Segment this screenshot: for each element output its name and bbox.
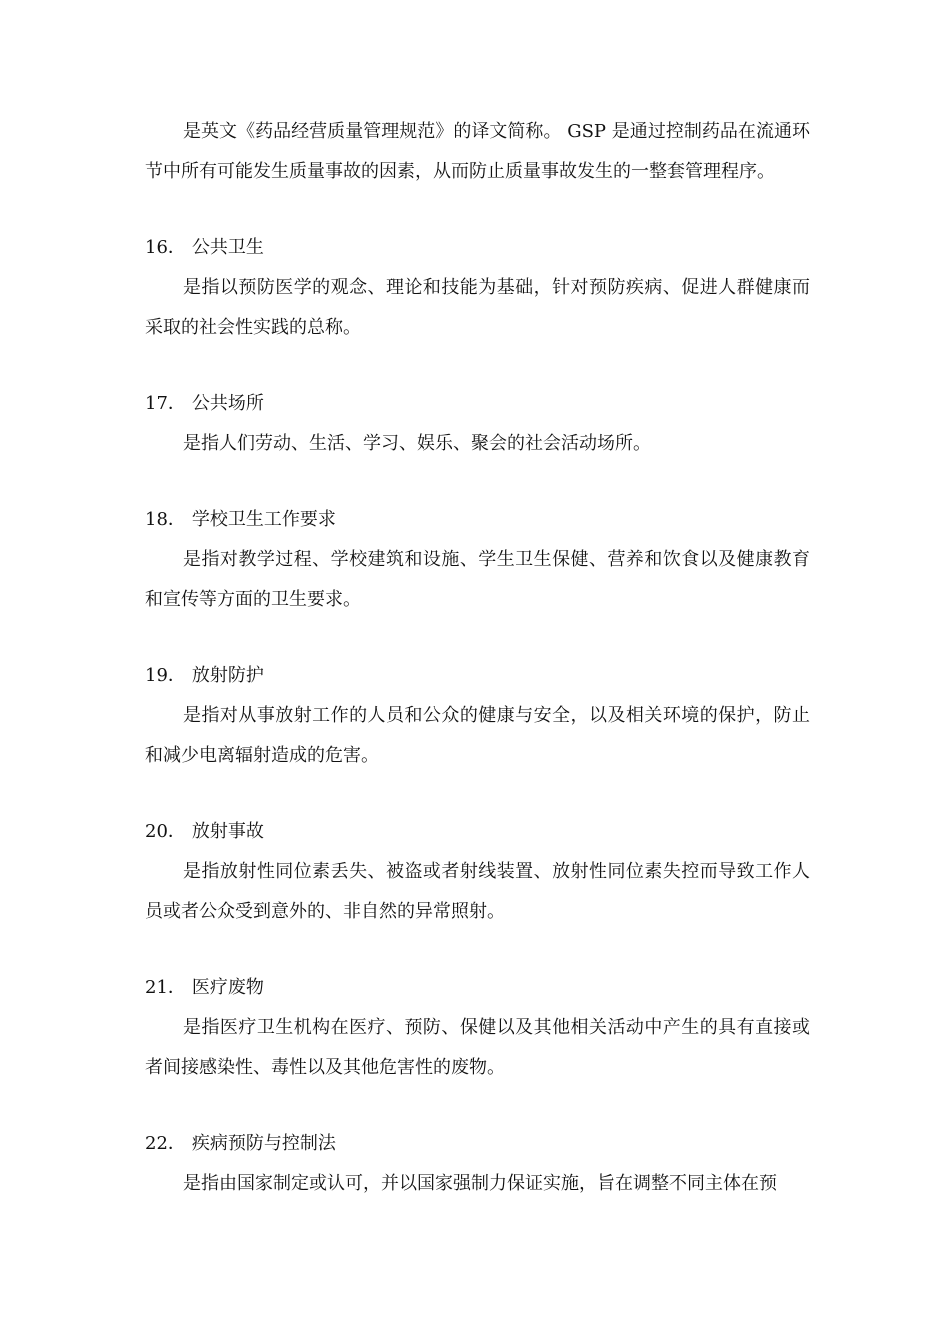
entry-number: 21．: [145, 977, 186, 998]
entry-title: 放射事故: [191, 821, 264, 842]
entry-heading: [145, 228, 810, 268]
entry-16: [145, 228, 810, 348]
entry-title: 医疗废物: [191, 977, 264, 998]
entry-number: 16．: [145, 237, 186, 258]
entry-number: 19．: [145, 665, 186, 686]
entry-definition: 是指人们劳动、生活、学习、娱乐、聚会的社会活动场所。: [183, 433, 651, 454]
entry-number: 22．: [145, 1133, 186, 1154]
entry-title: 公共场所: [191, 393, 264, 414]
entry-definition: 是指放射性同位素丢失、被盗或者射线装置、放射性同位素失控而导致工作人员或者公众受到意外的、非自然的异常照射。: [145, 861, 810, 922]
entry-title: 疾病预防与控制法: [191, 1133, 336, 1154]
entry-18: [145, 500, 810, 620]
entry-heading: [145, 656, 810, 696]
entry-definition: 是指对从事放射工作的人员和公众的健康与安全，以及相关环境的保护，防止和减少电离辐射造成的危害。: [145, 705, 810, 766]
entry-definition: 是指以预防医学的观念、理论和技能为基础，针对预防疾病、促进人群健康而采取的社会性实践的总称。: [145, 277, 810, 338]
entry-heading: [145, 500, 810, 540]
entry-number: 18．: [145, 509, 186, 530]
entry-number: 20．: [145, 821, 186, 842]
entry-20: [145, 812, 810, 932]
entry-definition: 是指对教学过程、学校建筑和设施、学生卫生保健、营养和饮食以及健康教育和宣传等方面的卫生要求。: [145, 549, 810, 610]
entry-21: [145, 968, 810, 1088]
entry-heading: [145, 1124, 810, 1164]
entry-19: [145, 656, 810, 776]
entry-heading: [145, 812, 810, 852]
entry-22: [145, 1124, 810, 1204]
entry-definition: 是指由国家制定或认可，并以国家强制力保证实施，旨在调整不同主体在预: [183, 1173, 777, 1194]
entry-heading: [145, 968, 810, 1008]
entry-number: 17．: [145, 393, 186, 414]
entry-title: 公共卫生: [191, 237, 264, 258]
entry-title: 放射防护: [191, 665, 264, 686]
intro-paragraph: 是英文《药品经营质量管理规范》的译文简称。 GSP 是通过控制药品在流通环节中所有可能发生质量事故的因素，从而防止质量事故发生的一整套管理程序。: [145, 121, 810, 182]
entry-17: [145, 384, 810, 464]
document-body: [145, 112, 810, 1204]
entry-heading: [145, 384, 810, 424]
entry-title: 学校卫生工作要求: [191, 509, 336, 530]
entry-definition: 是指医疗卫生机构在医疗、预防、保健以及其他相关活动中产生的具有直接或者间接感染性、毒性以及其他危害性的废物。: [145, 1017, 810, 1078]
